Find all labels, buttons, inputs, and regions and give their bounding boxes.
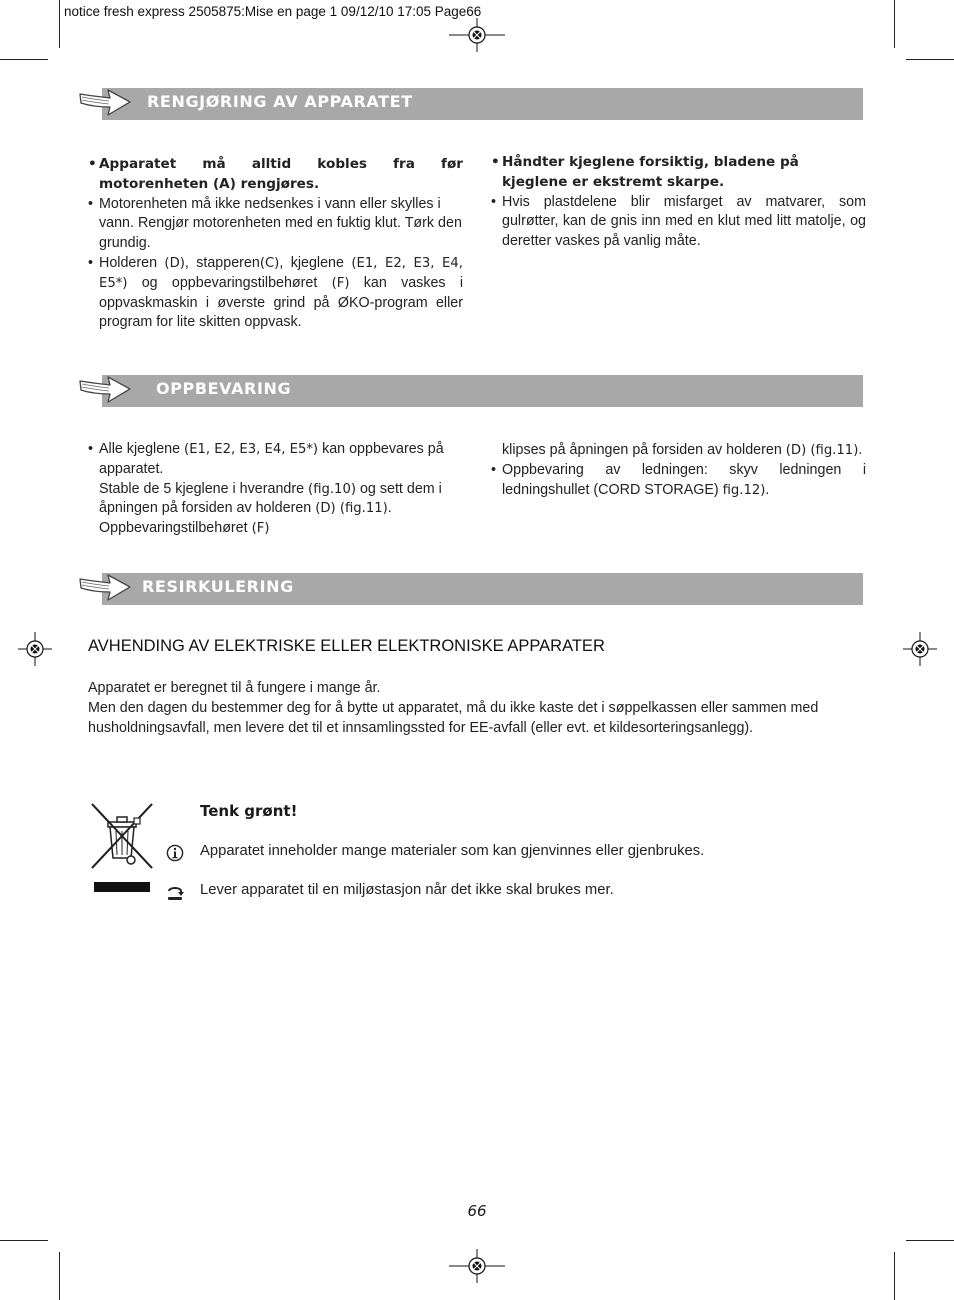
page-number: 66 <box>467 1202 487 1220</box>
list-item: • Hvis plastdelene blir misfarget av matvarer, som gulrøtter, kan de gnis inn med en klut med litt matolje, og deretter vaskes på vanlig måte. <box>491 193 866 252</box>
list-item: • Håndter kjeglene forsiktig, bladene på kjeglene er ekstremt skarpe. <box>491 153 866 193</box>
crop-mark <box>0 59 48 60</box>
crop-mark <box>59 1252 60 1300</box>
cleaning-column-left <box>88 155 463 333</box>
arrow-right-icon <box>78 371 134 407</box>
list-item: klipses på åpningen på forsiden av holderen (D) (fig.11). <box>502 442 863 458</box>
registration-mark-icon <box>18 632 52 666</box>
list-item: • Apparatet må alltid kobles fra før motorenheten (A) rengjøres. <box>88 155 463 195</box>
think-green-title: Tenk grønt! <box>200 802 298 820</box>
registration-mark-icon <box>449 18 505 52</box>
return-arrow-icon <box>166 884 184 902</box>
section-title: RESIRKULERING <box>142 577 294 596</box>
list-item: • Motorenheten må ikke nedsenkes i vann eller skylles i vann. Rengjør motorenheten med en fuktig klut. Tørk den grundig. <box>88 195 463 254</box>
disposal-subheading: AVHENDING AV ELEKTRISKE ELLER ELEKTRONISKE APPARATER <box>88 637 605 655</box>
storage-column-right <box>491 441 866 500</box>
list-item: • Oppbevaring av ledningen: skyv ledningen i ledningshullet (CORD STORAGE) fig.12). <box>491 461 866 501</box>
disposal-text <box>88 679 868 738</box>
registration-mark-icon <box>903 632 937 666</box>
print-header: notice fresh express 2505875:Mise en page 1 09/12/10 17:05 Page66 <box>64 4 482 19</box>
registration-mark-icon <box>449 1249 505 1283</box>
section-title: RENGJØRING AV APPARATET <box>147 92 413 111</box>
paragraph: Apparatet er beregnet til å fungere i mange år. <box>88 680 381 696</box>
cleaning-column-right <box>491 153 866 252</box>
think-green-item: Apparatet inneholder mange materialer som kan gjenvinnes eller gjenbrukes. <box>200 843 705 859</box>
crop-mark <box>906 59 954 60</box>
crop-mark <box>894 0 895 48</box>
storage-column-left <box>88 440 463 539</box>
paragraph: Men den dagen du bestemmer deg for å bytte ut apparatet, må du ikke kaste det i søppelkassen eller sammen med husholdningsavfall, men levere det til et innsamlingssted for EE-avfall (eller evt. et kildesorteringsanlegg). <box>88 699 819 736</box>
crop-mark <box>906 1240 954 1241</box>
think-green-item: Lever apparatet til en miljøstasjon når det ikke skal brukes mer. <box>200 882 614 898</box>
list-item: • Holderen (D), stapperen(C), kjeglene (E1, E2, E3, E4, E5*) og oppbevaringstilbehøret (F) kan vaskes i oppvaskmaskin i øverste grind på ØKO-program eller program for lite skitten oppvask. <box>88 254 463 333</box>
section-title: OPPBEVARING <box>156 379 292 398</box>
crossed-out-bin-icon <box>88 802 156 894</box>
crop-mark <box>59 0 60 48</box>
section-header-cleaning <box>102 88 863 120</box>
list-item: • Alle kjeglene (E1, E2, E3, E4, E5*) kan oppbevares på apparatet. Stable de 5 kjeglene i hverandre (fig.10) og sett dem i åpningen på forsiden av holderen (D) (fig.11). Oppbevaringstilbehøret (F) <box>88 440 463 539</box>
section-header-recycling <box>102 573 863 605</box>
crop-mark <box>894 1252 895 1300</box>
info-icon <box>166 844 184 862</box>
crop-mark <box>0 1240 48 1241</box>
section-header-storage <box>102 375 863 407</box>
arrow-right-icon <box>78 569 134 605</box>
arrow-right-icon <box>78 84 134 120</box>
